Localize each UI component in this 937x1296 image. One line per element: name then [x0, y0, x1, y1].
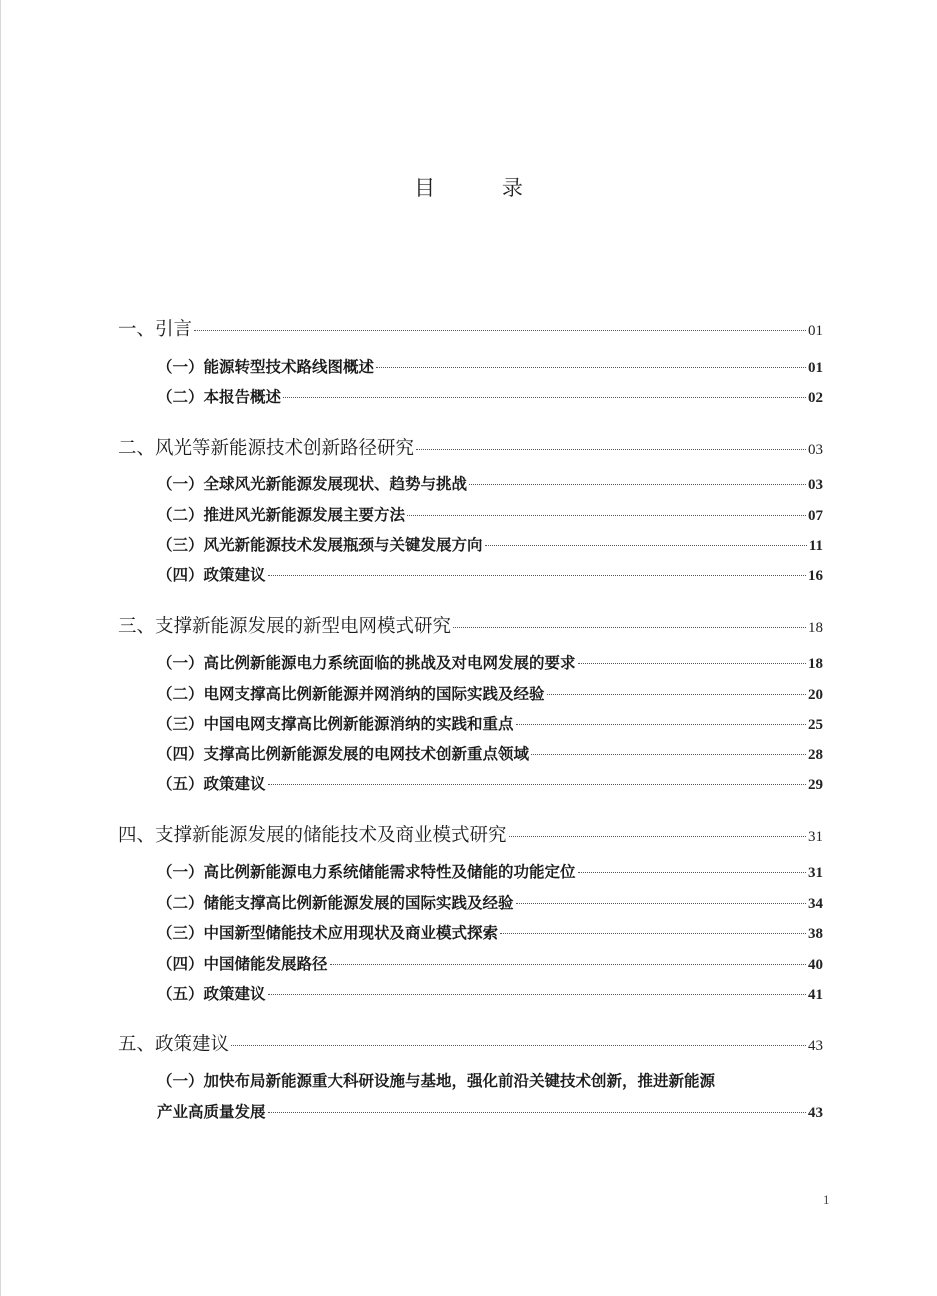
toc-entry-page: 18 [808, 620, 823, 636]
toc-entry-label: （五）政策建议 [157, 775, 266, 793]
dot-leader [407, 515, 806, 516]
toc-entry-label: （一）高比例新能源电力系统储能需求特性及储能的功能定位 [157, 863, 576, 881]
dot-leader [231, 1045, 806, 1046]
dot-leader [500, 933, 806, 934]
toc-entry-page: 03 [808, 442, 823, 458]
toc-entry-label: 四、支撑新能源发展的储能技术及商业模式研究 [118, 825, 507, 846]
toc-entry-4-5[interactable] [157, 982, 823, 1004]
toc-entry-label: （三）中国新型储能技术应用现状及商业模式探索 [157, 924, 499, 942]
toc-entry-page: 03 [808, 477, 823, 493]
toc-entry-label: （五）政策建议 [157, 985, 266, 1003]
page-number: 1 [823, 1192, 830, 1207]
toc-entry-3-1[interactable] [157, 651, 823, 673]
toc-entry-label: （三）风光新能源技术发展瓶颈与关键发展方向 [157, 536, 483, 554]
toc-entry-page: 29 [808, 777, 823, 793]
dot-leader [531, 754, 806, 755]
toc-entry-4-1[interactable] [157, 860, 823, 882]
toc-entry-3-3[interactable] [157, 712, 823, 734]
toc-entry-label: 产业高质量发展 [157, 1103, 266, 1121]
toc-entry-label: （一）高比例新能源电力系统面临的挑战及对电网发展的要求 [157, 654, 576, 672]
dot-leader [416, 449, 806, 450]
toc-entry-3-2[interactable] [157, 682, 823, 704]
toc-entry-section-2[interactable] [118, 434, 823, 460]
toc-entry-section-5[interactable] [118, 1030, 823, 1056]
toc-entry-label: 一、引言 [118, 319, 193, 340]
toc-entry-page: 18 [808, 656, 823, 672]
toc-entry-2-1[interactable] [157, 472, 823, 494]
toc-entry-4-4[interactable] [157, 952, 823, 974]
toc-entry-section-1[interactable] [118, 315, 823, 341]
toc-entry-page: 43 [808, 1105, 823, 1121]
dot-leader [469, 484, 806, 485]
toc-entry-page: 01 [808, 323, 823, 339]
toc-entry-3-5[interactable] [157, 772, 823, 794]
dot-leader [453, 627, 806, 628]
dot-leader [330, 964, 806, 965]
dot-leader [268, 575, 806, 576]
toc-entry-page: 07 [808, 508, 823, 524]
toc-entry-4-3[interactable] [157, 921, 823, 943]
dot-leader [268, 1112, 806, 1113]
toc-entry-4-2[interactable] [157, 891, 823, 913]
dot-leader [578, 663, 806, 664]
toc-entry-label: 三、支撑新能源发展的新型电网模式研究 [118, 616, 452, 637]
toc-entry-label: （二）推进风光新能源发展主要方法 [157, 506, 406, 524]
toc-entry-5-1-line1[interactable]: （一）加快布局新能源重大科研设施与基地，强化前沿关键技术创新，推进新能源 [157, 1072, 716, 1090]
toc-entry-page: 25 [808, 717, 823, 733]
toc-entry-page: 11 [808, 538, 823, 554]
dot-leader [268, 994, 806, 995]
dot-leader [485, 545, 807, 546]
toc-entry-label: （二）电网支撑高比例新能源并网消纳的国际实践及经验 [157, 685, 545, 703]
toc-entry-page: 28 [808, 747, 823, 763]
toc-entry-2-4[interactable] [157, 563, 823, 585]
toc-entry-3-4[interactable] [157, 742, 823, 764]
dot-leader [547, 694, 806, 695]
toc-entry-label: （一）能源转型技术路线图概述 [157, 358, 375, 376]
dot-leader [376, 367, 806, 368]
dot-leader [509, 836, 806, 837]
toc-entry-2-2[interactable] [157, 503, 823, 525]
toc-title: 目 录 [414, 176, 553, 200]
toc-entry-1-1[interactable] [157, 355, 823, 377]
toc-entry-label: （二）储能支撑高比例新能源发展的国际实践及经验 [157, 894, 514, 912]
dot-leader [516, 903, 806, 904]
toc-entry-section-4[interactable] [118, 821, 823, 847]
toc-entry-label: （四）中国储能发展路径 [157, 955, 328, 973]
toc-entry-page: 20 [808, 687, 823, 703]
dot-leader [268, 784, 806, 785]
toc-entry-label: （四）支撑高比例新能源发展的电网技术创新重点领域 [157, 745, 530, 763]
toc-entry-page: 38 [808, 926, 823, 942]
toc-entry-5-1[interactable] [157, 1100, 823, 1122]
toc-entry-page: 02 [808, 390, 823, 406]
toc-entry-label: 五、政策建议 [118, 1034, 230, 1055]
toc-entry-page: 31 [808, 865, 823, 881]
toc-entry-label: （一）全球风光新能源发展现状、趋势与挑战 [157, 475, 468, 493]
dot-leader [194, 330, 806, 331]
dot-leader [516, 724, 806, 725]
toc-entry-2-3[interactable] [157, 533, 823, 555]
toc-entry-page: 16 [808, 568, 823, 584]
dot-leader [283, 397, 806, 398]
toc-entry-page: 34 [808, 896, 823, 912]
toc-entry-section-3[interactable] [118, 612, 823, 638]
toc-entry-page: 31 [808, 829, 823, 845]
dot-leader [578, 872, 806, 873]
toc-entry-page: 01 [808, 360, 823, 376]
toc-entry-page: 41 [808, 987, 823, 1003]
toc-entry-label: （四）政策建议 [157, 566, 266, 584]
toc-entry-label: （二）本报告概述 [157, 388, 282, 406]
toc-entry-page: 40 [808, 957, 823, 973]
toc-entry-label: 二、风光等新能源技术创新路径研究 [118, 438, 415, 459]
toc-entry-page: 43 [808, 1038, 823, 1054]
toc-entry-label: （三）中国电网支撑高比例新能源消纳的实践和重点 [157, 715, 514, 733]
toc-entry-1-2[interactable] [157, 385, 823, 407]
